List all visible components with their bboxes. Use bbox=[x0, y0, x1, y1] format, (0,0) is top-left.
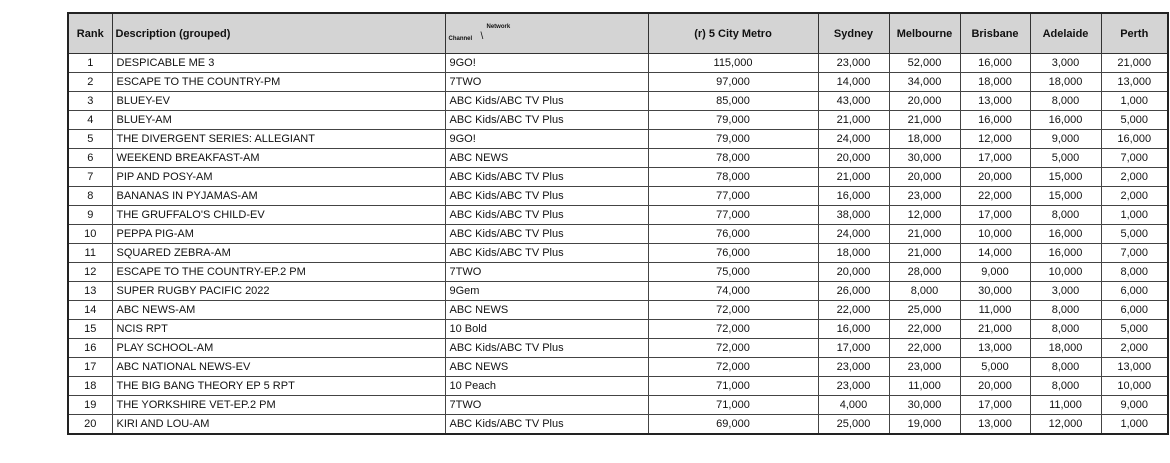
perth-cell: 2,000 bbox=[1101, 339, 1168, 358]
sydney-cell: 20,000 bbox=[818, 263, 889, 282]
table-row bbox=[68, 263, 1168, 282]
perth-cell: 6,000 bbox=[1101, 301, 1168, 320]
metro-cell: 78,000 bbox=[648, 168, 818, 187]
sydney-cell: 14,000 bbox=[818, 73, 889, 92]
brisbane-cell: 9,000 bbox=[960, 263, 1030, 282]
perth-cell: 1,000 bbox=[1101, 206, 1168, 225]
description-cell: KIRI AND LOU-AM bbox=[112, 415, 445, 435]
melbourne-cell: 20,000 bbox=[889, 168, 960, 187]
sydney-cell: 16,000 bbox=[818, 187, 889, 206]
metro-cell: 72,000 bbox=[648, 320, 818, 339]
rank-cell: 6 bbox=[68, 149, 112, 168]
rank-cell: 10 bbox=[68, 225, 112, 244]
adelaide-cell: 18,000 bbox=[1030, 73, 1101, 92]
table-row bbox=[68, 149, 1168, 168]
channel-cell: 7TWO bbox=[445, 73, 648, 92]
header-melbourne: Melbourne bbox=[889, 13, 960, 54]
description-cell: ABC NEWS-AM bbox=[112, 301, 445, 320]
channel-cell: 7TWO bbox=[445, 396, 648, 415]
perth-cell: 21,000 bbox=[1101, 54, 1168, 73]
brisbane-cell: 13,000 bbox=[960, 415, 1030, 435]
sydney-cell: 24,000 bbox=[818, 130, 889, 149]
channel-cell: ABC Kids/ABC TV Plus bbox=[445, 339, 648, 358]
metro-cell: 75,000 bbox=[648, 263, 818, 282]
metro-cell: 71,000 bbox=[648, 396, 818, 415]
channel-cell: 9GO! bbox=[445, 54, 648, 73]
melbourne-cell: 19,000 bbox=[889, 415, 960, 435]
brisbane-cell: 16,000 bbox=[960, 54, 1030, 73]
table-row bbox=[68, 339, 1168, 358]
melbourne-cell: 28,000 bbox=[889, 263, 960, 282]
melbourne-cell: 30,000 bbox=[889, 149, 960, 168]
sydney-cell: 23,000 bbox=[818, 358, 889, 377]
description-cell: PIP AND POSY-AM bbox=[112, 168, 445, 187]
table-row bbox=[68, 320, 1168, 339]
header-network: Network bbox=[486, 24, 511, 30]
metro-cell: 76,000 bbox=[648, 244, 818, 263]
perth-cell: 1,000 bbox=[1101, 92, 1168, 111]
metro-cell: 69,000 bbox=[648, 415, 818, 435]
perth-cell: 1,000 bbox=[1101, 415, 1168, 435]
brisbane-cell: 14,000 bbox=[960, 244, 1030, 263]
rank-cell: 18 bbox=[68, 377, 112, 396]
adelaide-cell: 8,000 bbox=[1030, 358, 1101, 377]
perth-cell: 10,000 bbox=[1101, 377, 1168, 396]
channel-cell: ABC Kids/ABC TV Plus bbox=[445, 225, 648, 244]
table-row bbox=[68, 301, 1168, 320]
channel-cell: ABC Kids/ABC TV Plus bbox=[445, 111, 648, 130]
header-metro: (r) 5 City Metro bbox=[648, 13, 818, 54]
description-cell: DESPICABLE ME 3 bbox=[112, 54, 445, 73]
adelaide-cell: 10,000 bbox=[1030, 263, 1101, 282]
rank-cell: 8 bbox=[68, 187, 112, 206]
adelaide-cell: 8,000 bbox=[1030, 377, 1101, 396]
perth-cell: 7,000 bbox=[1101, 244, 1168, 263]
melbourne-cell: 12,000 bbox=[889, 206, 960, 225]
channel-cell: ABC Kids/ABC TV Plus bbox=[445, 92, 648, 111]
description-cell: WEEKEND BREAKFAST-AM bbox=[112, 149, 445, 168]
sydney-cell: 16,000 bbox=[818, 320, 889, 339]
rank-cell: 7 bbox=[68, 168, 112, 187]
rank-cell: 3 bbox=[68, 92, 112, 111]
sydney-cell: 20,000 bbox=[818, 149, 889, 168]
melbourne-cell: 21,000 bbox=[889, 244, 960, 263]
description-cell: ABC NATIONAL NEWS-EV bbox=[112, 358, 445, 377]
channel-cell: ABC NEWS bbox=[445, 301, 648, 320]
channel-cell: ABC Kids/ABC TV Plus bbox=[445, 244, 648, 263]
brisbane-cell: 17,000 bbox=[960, 206, 1030, 225]
ratings-sheet bbox=[67, 12, 1169, 435]
rank-cell: 2 bbox=[68, 73, 112, 92]
channel-cell: ABC Kids/ABC TV Plus bbox=[445, 206, 648, 225]
channel-cell: 10 Bold bbox=[445, 320, 648, 339]
header-channel: Channel bbox=[448, 36, 473, 42]
melbourne-cell: 22,000 bbox=[889, 320, 960, 339]
perth-cell: 2,000 bbox=[1101, 168, 1168, 187]
rank-cell: 5 bbox=[68, 130, 112, 149]
adelaide-cell: 18,000 bbox=[1030, 339, 1101, 358]
table-row bbox=[68, 225, 1168, 244]
melbourne-cell: 11,000 bbox=[889, 377, 960, 396]
description-cell: PEPPA PIG-AM bbox=[112, 225, 445, 244]
perth-cell: 7,000 bbox=[1101, 149, 1168, 168]
melbourne-cell: 8,000 bbox=[889, 282, 960, 301]
brisbane-cell: 17,000 bbox=[960, 149, 1030, 168]
metro-cell: 78,000 bbox=[648, 149, 818, 168]
metro-cell: 72,000 bbox=[648, 301, 818, 320]
channel-cell: 10 Peach bbox=[445, 377, 648, 396]
sydney-cell: 43,000 bbox=[818, 92, 889, 111]
header-diagonal-divider: \ bbox=[480, 31, 484, 42]
brisbane-cell: 17,000 bbox=[960, 396, 1030, 415]
adelaide-cell: 16,000 bbox=[1030, 225, 1101, 244]
sydney-cell: 26,000 bbox=[818, 282, 889, 301]
description-cell: PLAY SCHOOL-AM bbox=[112, 339, 445, 358]
adelaide-cell: 3,000 bbox=[1030, 282, 1101, 301]
channel-cell: 9Gem bbox=[445, 282, 648, 301]
description-cell: NCIS RPT bbox=[112, 320, 445, 339]
rank-cell: 15 bbox=[68, 320, 112, 339]
perth-cell: 6,000 bbox=[1101, 282, 1168, 301]
melbourne-cell: 23,000 bbox=[889, 187, 960, 206]
adelaide-cell: 11,000 bbox=[1030, 396, 1101, 415]
channel-cell: ABC NEWS bbox=[445, 149, 648, 168]
brisbane-cell: 22,000 bbox=[960, 187, 1030, 206]
channel-cell: ABC Kids/ABC TV Plus bbox=[445, 415, 648, 435]
sydney-cell: 25,000 bbox=[818, 415, 889, 435]
brisbane-cell: 10,000 bbox=[960, 225, 1030, 244]
header-description: Description (grouped) bbox=[112, 13, 445, 54]
table-row bbox=[68, 73, 1168, 92]
table-row bbox=[68, 54, 1168, 73]
brisbane-cell: 20,000 bbox=[960, 377, 1030, 396]
sydney-cell: 23,000 bbox=[818, 377, 889, 396]
table-row bbox=[68, 130, 1168, 149]
header-channel-network bbox=[445, 13, 648, 54]
table-header bbox=[68, 13, 1168, 54]
table-row bbox=[68, 396, 1168, 415]
perth-cell: 5,000 bbox=[1101, 111, 1168, 130]
rank-cell: 1 bbox=[68, 54, 112, 73]
table-row bbox=[68, 358, 1168, 377]
brisbane-cell: 21,000 bbox=[960, 320, 1030, 339]
rank-cell: 19 bbox=[68, 396, 112, 415]
brisbane-cell: 12,000 bbox=[960, 130, 1030, 149]
melbourne-cell: 21,000 bbox=[889, 111, 960, 130]
adelaide-cell: 15,000 bbox=[1030, 168, 1101, 187]
description-cell: BLUEY-AM bbox=[112, 111, 445, 130]
metro-cell: 72,000 bbox=[648, 339, 818, 358]
table-row bbox=[68, 92, 1168, 111]
adelaide-cell: 16,000 bbox=[1030, 244, 1101, 263]
description-cell: THE DIVERGENT SERIES: ALLEGIANT bbox=[112, 130, 445, 149]
brisbane-cell: 11,000 bbox=[960, 301, 1030, 320]
header-perth: Perth bbox=[1101, 13, 1168, 54]
table-row bbox=[68, 111, 1168, 130]
description-cell: THE YORKSHIRE VET-EP.2 PM bbox=[112, 396, 445, 415]
rank-cell: 12 bbox=[68, 263, 112, 282]
rank-cell: 9 bbox=[68, 206, 112, 225]
adelaide-cell: 3,000 bbox=[1030, 54, 1101, 73]
melbourne-cell: 22,000 bbox=[889, 339, 960, 358]
adelaide-cell: 8,000 bbox=[1030, 301, 1101, 320]
adelaide-cell: 12,000 bbox=[1030, 415, 1101, 435]
sydney-cell: 18,000 bbox=[818, 244, 889, 263]
rank-cell: 17 bbox=[68, 358, 112, 377]
perth-cell: 5,000 bbox=[1101, 225, 1168, 244]
description-cell: BANANAS IN PYJAMAS-AM bbox=[112, 187, 445, 206]
melbourne-cell: 30,000 bbox=[889, 396, 960, 415]
table-row bbox=[68, 187, 1168, 206]
adelaide-cell: 15,000 bbox=[1030, 187, 1101, 206]
description-cell: ESCAPE TO THE COUNTRY-PM bbox=[112, 73, 445, 92]
table-row bbox=[68, 206, 1168, 225]
table-row bbox=[68, 282, 1168, 301]
melbourne-cell: 18,000 bbox=[889, 130, 960, 149]
brisbane-cell: 13,000 bbox=[960, 339, 1030, 358]
description-cell: SQUARED ZEBRA-AM bbox=[112, 244, 445, 263]
brisbane-cell: 18,000 bbox=[960, 73, 1030, 92]
description-cell: SUPER RUGBY PACIFIC 2022 bbox=[112, 282, 445, 301]
channel-cell: ABC Kids/ABC TV Plus bbox=[445, 187, 648, 206]
table-row bbox=[68, 377, 1168, 396]
metro-cell: 71,000 bbox=[648, 377, 818, 396]
sydney-cell: 22,000 bbox=[818, 301, 889, 320]
sydney-cell: 23,000 bbox=[818, 54, 889, 73]
channel-cell: ABC NEWS bbox=[445, 358, 648, 377]
description-cell: ESCAPE TO THE COUNTRY-EP.2 PM bbox=[112, 263, 445, 282]
rank-cell: 4 bbox=[68, 111, 112, 130]
brisbane-cell: 16,000 bbox=[960, 111, 1030, 130]
melbourne-cell: 52,000 bbox=[889, 54, 960, 73]
channel-cell: 7TWO bbox=[445, 263, 648, 282]
melbourne-cell: 34,000 bbox=[889, 73, 960, 92]
adelaide-cell: 8,000 bbox=[1030, 92, 1101, 111]
melbourne-cell: 21,000 bbox=[889, 225, 960, 244]
adelaide-cell: 9,000 bbox=[1030, 130, 1101, 149]
perth-cell: 13,000 bbox=[1101, 358, 1168, 377]
channel-cell: ABC Kids/ABC TV Plus bbox=[445, 168, 648, 187]
metro-cell: 77,000 bbox=[648, 206, 818, 225]
metro-cell: 79,000 bbox=[648, 111, 818, 130]
rank-cell: 13 bbox=[68, 282, 112, 301]
melbourne-cell: 25,000 bbox=[889, 301, 960, 320]
metro-cell: 85,000 bbox=[648, 92, 818, 111]
rank-cell: 11 bbox=[68, 244, 112, 263]
perth-cell: 13,000 bbox=[1101, 73, 1168, 92]
metro-cell: 72,000 bbox=[648, 358, 818, 377]
header-sydney: Sydney bbox=[818, 13, 889, 54]
rank-cell: 14 bbox=[68, 301, 112, 320]
metro-cell: 79,000 bbox=[648, 130, 818, 149]
sydney-cell: 38,000 bbox=[818, 206, 889, 225]
perth-cell: 9,000 bbox=[1101, 396, 1168, 415]
melbourne-cell: 23,000 bbox=[889, 358, 960, 377]
sydney-cell: 17,000 bbox=[818, 339, 889, 358]
adelaide-cell: 8,000 bbox=[1030, 206, 1101, 225]
brisbane-cell: 30,000 bbox=[960, 282, 1030, 301]
rank-cell: 16 bbox=[68, 339, 112, 358]
perth-cell: 2,000 bbox=[1101, 187, 1168, 206]
channel-cell: 9GO! bbox=[445, 130, 648, 149]
table-row bbox=[68, 415, 1168, 435]
metro-cell: 76,000 bbox=[648, 225, 818, 244]
sydney-cell: 24,000 bbox=[818, 225, 889, 244]
header-brisbane: Brisbane bbox=[960, 13, 1030, 54]
metro-cell: 97,000 bbox=[648, 73, 818, 92]
adelaide-cell: 16,000 bbox=[1030, 111, 1101, 130]
metro-cell: 74,000 bbox=[648, 282, 818, 301]
adelaide-cell: 5,000 bbox=[1030, 149, 1101, 168]
description-cell: BLUEY-EV bbox=[112, 92, 445, 111]
brisbane-cell: 20,000 bbox=[960, 168, 1030, 187]
header-adelaide: Adelaide bbox=[1030, 13, 1101, 54]
sydney-cell: 21,000 bbox=[818, 168, 889, 187]
brisbane-cell: 13,000 bbox=[960, 92, 1030, 111]
sydney-cell: 21,000 bbox=[818, 111, 889, 130]
perth-cell: 8,000 bbox=[1101, 263, 1168, 282]
metro-cell: 77,000 bbox=[648, 187, 818, 206]
table-body bbox=[68, 54, 1168, 435]
description-cell: THE GRUFFALO'S CHILD-EV bbox=[112, 206, 445, 225]
sydney-cell: 4,000 bbox=[818, 396, 889, 415]
rank-cell: 20 bbox=[68, 415, 112, 435]
adelaide-cell: 8,000 bbox=[1030, 320, 1101, 339]
melbourne-cell: 20,000 bbox=[889, 92, 960, 111]
perth-cell: 16,000 bbox=[1101, 130, 1168, 149]
metro-cell: 115,000 bbox=[648, 54, 818, 73]
table-row bbox=[68, 244, 1168, 263]
description-cell: THE BIG BANG THEORY EP 5 RPT bbox=[112, 377, 445, 396]
brisbane-cell: 5,000 bbox=[960, 358, 1030, 377]
table-row bbox=[68, 168, 1168, 187]
perth-cell: 5,000 bbox=[1101, 320, 1168, 339]
header-rank: Rank bbox=[68, 13, 112, 54]
ratings-table bbox=[67, 12, 1169, 435]
